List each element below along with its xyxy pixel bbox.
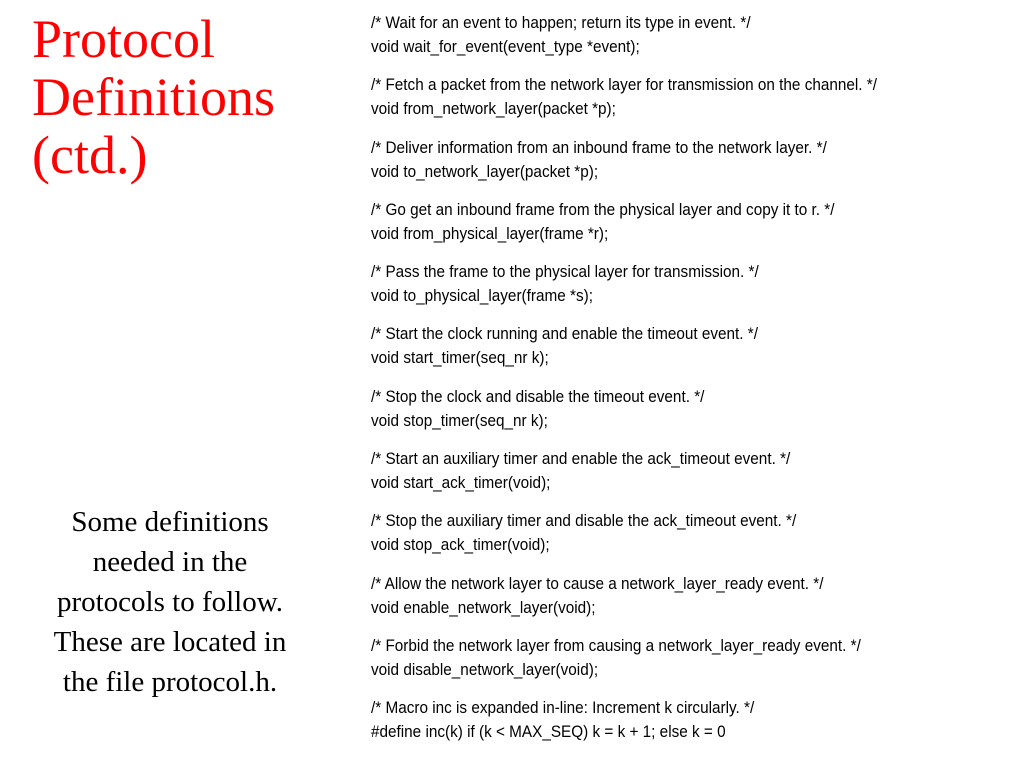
code-comment: /* Start the clock running and enable the timeout event. */ <box>371 324 758 344</box>
code-comment: /* Macro inc is expanded in-line: Increment k circularly. */ <box>371 698 755 718</box>
code-comment: /* Stop the clock and disable the timeout event. */ <box>371 386 705 406</box>
code-comment: /* Wait for an event to happen; return its type in event. */ <box>371 13 751 32</box>
code-block <box>371 73 1011 135</box>
code-declaration: void disable_network_layer(void); <box>371 659 599 679</box>
code-declaration: void enable_network_layer(void); <box>371 597 596 617</box>
title-line-1: Protocol <box>32 9 215 69</box>
code-comment: /* Pass the frame to the physical layer for transmission. */ <box>371 262 759 282</box>
code-comment: /* Fetch a packet from the network layer for transmission on the channel. */ <box>371 75 877 95</box>
code-listing <box>371 11 1011 759</box>
code-block <box>371 260 1011 322</box>
code-comment: /* Stop the auxiliary timer and disable the ack_timeout event. */ <box>371 511 797 531</box>
caption-line-2: needed in the <box>92 546 248 578</box>
code-block <box>371 509 1011 571</box>
code-declaration: void from_physical_layer(frame *r); <box>371 223 609 243</box>
code-declaration: void stop_timer(seq_nr k); <box>371 410 548 430</box>
code-block <box>371 322 1011 384</box>
slide-title <box>32 10 342 184</box>
code-declaration: void from_network_layer(packet *p); <box>371 99 616 119</box>
code-declaration: void to_physical_layer(frame *s); <box>371 286 593 306</box>
title-line-3: (ctd.) <box>32 125 148 185</box>
caption-line-4: These are located in <box>53 626 287 658</box>
code-comment: /* Allow the network layer to cause a network_layer_ready event. */ <box>371 573 824 593</box>
code-block <box>371 11 1011 73</box>
code-comment: /* Start an auxiliary timer and enable the ack_timeout event. */ <box>371 449 791 469</box>
code-block <box>371 634 1011 696</box>
title-line-2: Definitions <box>32 67 275 127</box>
code-block <box>371 572 1011 634</box>
caption-line-1: Some definitions <box>71 506 269 538</box>
code-block <box>371 447 1011 509</box>
code-declaration: void stop_ack_timer(void); <box>371 535 550 555</box>
code-declaration: #define inc(k) if (k < MAX_SEQ) k = k + 1; else k = 0 <box>371 722 726 742</box>
code-declaration: void wait_for_event(event_type *event); <box>371 37 640 56</box>
code-comment: /* Forbid the network layer from causing a network_layer_ready event. */ <box>371 635 861 655</box>
code-block <box>371 696 1011 758</box>
caption-line-3: protocols to follow. <box>56 586 284 618</box>
code-declaration: void start_ack_timer(void); <box>371 473 551 493</box>
code-declaration: void start_timer(seq_nr k); <box>371 348 549 368</box>
code-comment: /* Go get an inbound frame from the physical layer and copy it to r. */ <box>371 199 835 219</box>
code-block <box>371 198 1011 260</box>
code-comment: /* Deliver information from an inbound frame to the network layer. */ <box>371 137 827 157</box>
code-block <box>371 385 1011 447</box>
code-declaration: void to_network_layer(packet *p); <box>371 161 599 181</box>
code-block <box>371 136 1011 198</box>
slide-caption <box>20 502 320 702</box>
caption-line-5: the file protocol.h. <box>62 666 278 698</box>
